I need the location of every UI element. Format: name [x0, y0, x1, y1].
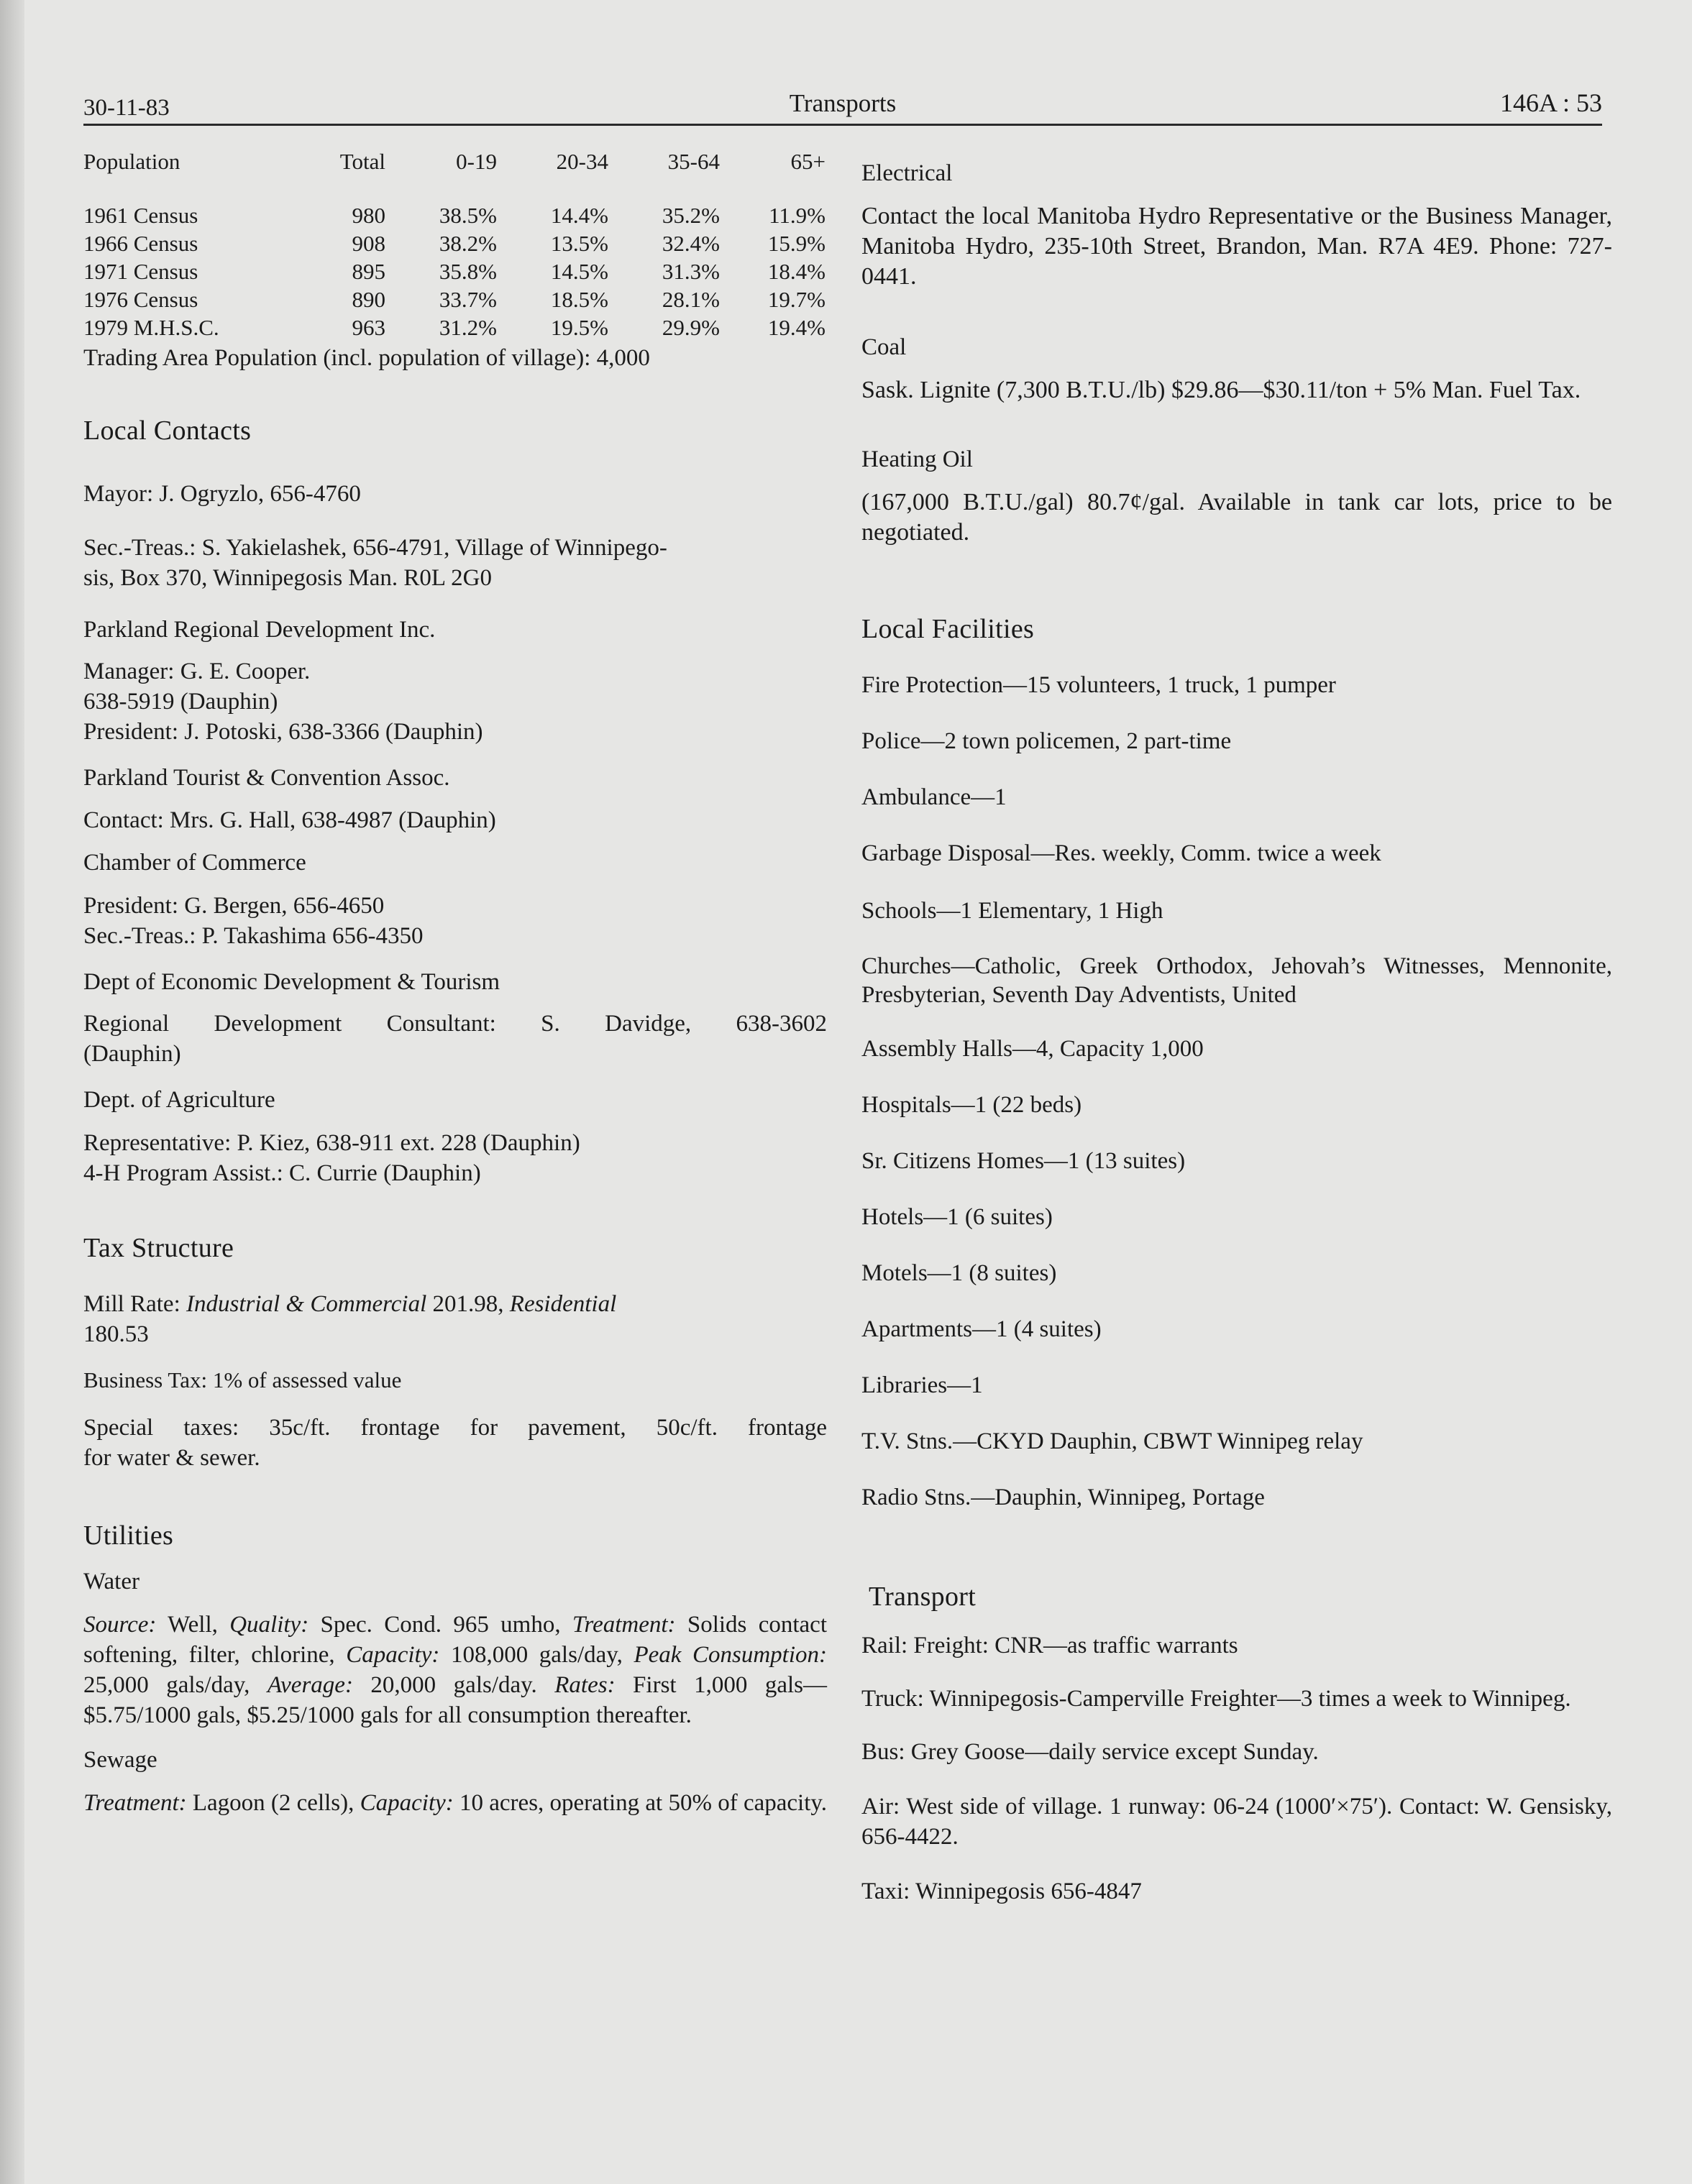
table-cell: 38.2%	[439, 231, 497, 256]
special-taxes-line-2: for water & sewer.	[83, 1445, 260, 1471]
table-cell: 35.8%	[439, 259, 497, 284]
table-cell: 980	[352, 203, 385, 228]
col-header-20-34: 20-34	[556, 149, 608, 174]
dedt-heading: Dept of Economic Development & Tourism	[83, 969, 500, 995]
water-treatment: Solids contact softening, filter, chlorine,	[83, 1612, 827, 1668]
facility-fire: Fire Protection—15 volunteers, 1 truck, 1 pumper	[861, 672, 1336, 698]
col-header-35-64: 35-64	[667, 149, 720, 174]
agriculture-4h: 4-H Program Assist.: C. Currie (Dauphin)	[83, 1160, 481, 1186]
facility-seniors: Sr. Citizens Homes—1 (13 suites)	[861, 1148, 1186, 1174]
prdi-heading: Parkland Regional Development Inc.	[83, 617, 436, 643]
mill-rate-label: Mill Rate:	[83, 1291, 186, 1317]
mill-rate-ic-label: Industrial & Commercial	[186, 1291, 427, 1317]
sec-treas-line-2: sis, Box 370, Winnipegosis Man. R0L 2G0	[83, 565, 492, 591]
chamber-sec-treas: Sec.-Treas.: P. Takashima 656-4350	[83, 923, 424, 949]
population-spacer-row	[83, 180, 826, 201]
table-cell: 963	[352, 315, 385, 340]
sec-treas-line-1: Sec.-Treas.: S. Yakielashek, 656-4791, Village of Winnipego-	[83, 535, 667, 561]
header-date: 30-11-83	[83, 95, 170, 121]
sewage-capacity: 10 acres, operating at 50% of capacity.	[453, 1790, 827, 1816]
ptca-heading: Parkland Tourist & Convention Assoc.	[83, 765, 450, 791]
table-row	[83, 201, 826, 229]
facility-hospitals: Hospitals—1 (22 beds)	[861, 1092, 1082, 1118]
chamber-heading: Chamber of Commerce	[83, 850, 306, 876]
dedt-consultant-line-2: (Dauphin)	[83, 1041, 181, 1067]
table-cell: 11.9%	[769, 203, 826, 228]
facility-ambulance: Ambulance—1	[861, 784, 1007, 810]
water-capacity-label: Capacity:	[346, 1642, 440, 1668]
table-cell: 18.4%	[767, 259, 826, 284]
facility-hotels: Hotels—1 (6 suites)	[861, 1204, 1053, 1230]
table-cell: 18.5%	[550, 287, 608, 312]
facility-radio: Radio Stns.—Dauphin, Winnipeg, Portage	[861, 1485, 1265, 1510]
water-rates: First 1,000 gals—$5.75/1000 gals, $5.25/1000 gals for all consumption thereafter.	[83, 1672, 827, 1728]
table-cell: 890	[352, 287, 385, 312]
facility-police: Police—2 town policemen, 2 part-time	[861, 728, 1232, 754]
electrical-text: Contact the local Manitoba Hydro Representative or the Business Manager, Manitoba Hydro, 235-10th Street, Brandon, Man. R7A 4E9. Phone: 727-0441.	[861, 203, 1612, 290]
transport-bus: Bus: Grey Goose—daily service except Sunday.	[861, 1739, 1319, 1765]
sewage-treatment-label: Treatment:	[83, 1790, 187, 1816]
table-cell: 33.7%	[439, 287, 497, 312]
table-cell: 1979 M.H.S.C.	[83, 315, 219, 340]
prdi-phone: 638-5919 (Dauphin)	[83, 689, 278, 715]
table-cell: 1966 Census	[83, 231, 198, 256]
electrical-heading: Electrical	[861, 160, 953, 186]
right-column	[861, 158, 1612, 1907]
facility-garbage: Garbage Disposal—Res. weekly, Comm. twice a week	[861, 840, 1381, 866]
sewage-details	[83, 1788, 827, 1818]
table-cell: 1961 Census	[83, 203, 198, 228]
water-average-label: Average:	[267, 1672, 353, 1698]
table-cell: 31.2%	[439, 315, 497, 340]
water-source-label: Source:	[83, 1612, 157, 1638]
heating-oil-heading: Heating Oil	[861, 446, 973, 472]
table-cell: 13.5%	[550, 231, 608, 256]
water-peak: 25,000 gals/day,	[83, 1672, 267, 1698]
mill-rate	[83, 1289, 827, 1349]
table-cell: 908	[352, 231, 385, 256]
water-treatment-label: Treatment:	[572, 1612, 676, 1638]
col-header-65plus: 65+	[790, 149, 826, 174]
prdi-manager: Manager: G. E. Cooper.	[83, 659, 311, 684]
tax-structure-heading: Tax Structure	[83, 1233, 234, 1263]
water-rates-label: Rates:	[554, 1672, 616, 1698]
mill-rate-ic-value: 201.98,	[426, 1291, 510, 1317]
facility-apartments: Apartments—1 (4 suites)	[861, 1316, 1102, 1342]
water-average: 20,000 gals/day.	[352, 1672, 555, 1698]
sewage-capacity-label: Capacity:	[360, 1790, 454, 1816]
transport-rail: Rail: Freight: CNR—as traffic warrants	[861, 1633, 1238, 1658]
agriculture-heading: Dept. of Agriculture	[83, 1087, 275, 1113]
water-quality: Spec. Cond. 965 umho,	[308, 1612, 572, 1638]
header-title: Transports	[789, 89, 897, 117]
table-cell: 15.9%	[767, 231, 826, 256]
transport-truck: Truck: Winnipegosis-Camperville Freighter—3 times a week to Winnipeg.	[861, 1686, 1571, 1712]
special-taxes-line-1: Special taxes: 35c/ft. frontage for pavement, 50c/ft. frontage	[83, 1415, 827, 1441]
table-cell: 14.4%	[550, 203, 608, 228]
transport-heading: Transport	[869, 1582, 977, 1612]
water-heading: Water	[83, 1569, 140, 1595]
table-row	[83, 285, 826, 313]
population-table	[83, 147, 826, 341]
sewage-treatment: Lagoon (2 cells),	[186, 1790, 360, 1816]
ptca-contact: Contact: Mrs. G. Hall, 638-4987 (Dauphin)	[83, 807, 496, 833]
coal-text: Sask. Lignite (7,300 B.T.U./lb) $29.86—$30.11/ton + 5% Man. Fuel Tax.	[861, 377, 1581, 403]
chamber-president: President: G. Bergen, 656-4650	[83, 893, 385, 919]
mill-rate-res-value: 180.53	[83, 1321, 149, 1347]
water-details	[83, 1610, 827, 1730]
coal-heading: Coal	[861, 334, 907, 360]
facility-schools: Schools—1 Elementary, 1 High	[861, 898, 1163, 924]
table-row	[83, 257, 826, 285]
facility-churches: Churches—Catholic, Greek Orthodox, Jehovah’s Witnesses, Mennonite, Presbyterian, Seventh Day Adventists, United	[861, 953, 1612, 1008]
left-column	[83, 147, 827, 1818]
water-capacity: 108,000 gals/day,	[439, 1642, 634, 1668]
table-cell: 895	[352, 259, 385, 284]
local-facilities-heading: Local Facilities	[861, 614, 1035, 644]
col-header-0-19: 0-19	[456, 149, 497, 174]
col-header-population: Population	[83, 149, 180, 174]
water-quality-label: Quality:	[229, 1612, 309, 1638]
table-cell: 31.3%	[662, 259, 720, 284]
agriculture-representative: Representative: P. Kiez, 638-911 ext. 228 (Dauphin)	[83, 1130, 580, 1156]
table-cell: 1976 Census	[83, 287, 198, 312]
table-cell: 29.9%	[662, 315, 720, 340]
table-cell: 32.4%	[662, 231, 720, 256]
table-cell: 35.2%	[662, 203, 720, 228]
facility-motels: Motels—1 (8 suites)	[861, 1260, 1057, 1286]
col-header-total: Total	[339, 149, 385, 174]
table-cell: 14.5%	[550, 259, 608, 284]
mill-rate-res-label: Residential	[509, 1291, 617, 1317]
utilities-heading: Utilities	[83, 1520, 174, 1551]
water-peak-label: Peak Consumption:	[634, 1642, 827, 1668]
table-cell: 19.5%	[550, 315, 608, 340]
table-row	[83, 229, 826, 257]
facility-assembly: Assembly Halls—4, Capacity 1,000	[861, 1036, 1204, 1062]
local-contacts-heading: Local Contacts	[83, 416, 252, 446]
facility-libraries: Libraries—1	[861, 1372, 983, 1398]
mayor-contact: Mayor: J. Ogryzlo, 656-4760	[83, 481, 361, 507]
transport-air: Air: West side of village. 1 runway: 06-24 (1000′×75′). Contact: W. Gensisky, 656-4422.	[861, 1794, 1612, 1850]
transport-taxi: Taxi: Winnipegosis 656-4847	[861, 1878, 1142, 1904]
dedt-consultant-line-1: Regional Development Consultant: S. Davidge, 638-3602	[83, 1011, 827, 1037]
facility-tv: T.V. Stns.—CKYD Dauphin, CBWT Winnipeg relay	[861, 1428, 1363, 1454]
heating-oil-text: (167,000 B.T.U./gal) 80.7¢/gal. Available in tank car lots, price to be negotiated.	[861, 489, 1612, 546]
table-cell: 19.7%	[767, 287, 826, 312]
table-row	[83, 313, 826, 341]
sewage-heading: Sewage	[83, 1747, 157, 1773]
water-source: Well,	[156, 1612, 230, 1638]
prdi-president: President: J. Potoski, 638-3366 (Dauphin)	[83, 719, 483, 745]
table-cell: 28.1%	[662, 287, 720, 312]
table-cell: 1971 Census	[83, 259, 198, 284]
population-header-row	[83, 147, 826, 180]
table-cell: 19.4%	[767, 315, 826, 340]
trading-area-population: Trading Area Population (incl. population of village): 4,000	[83, 345, 650, 371]
header-page-ref: 146A : 53	[1499, 88, 1602, 117]
page-header	[83, 85, 1602, 126]
table-cell: 38.5%	[439, 203, 497, 228]
business-tax: Business Tax: 1% of assessed value	[83, 1367, 402, 1392]
